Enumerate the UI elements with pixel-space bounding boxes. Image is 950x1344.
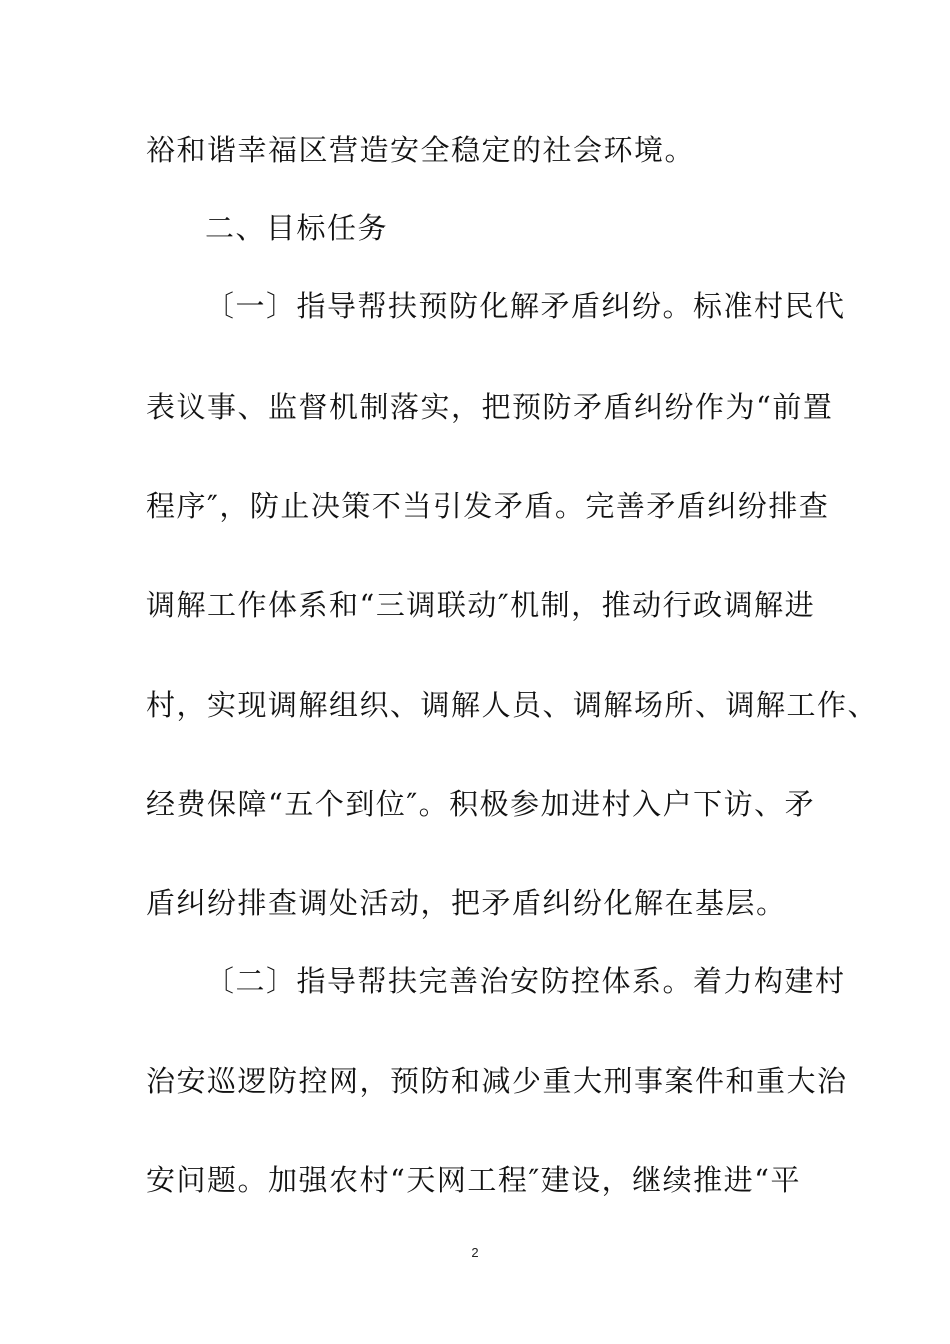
body-line-7: 村，实现调解组织、调解人员、调解场所、调解工作、 <box>146 688 879 722</box>
body-line-1: 裕和谐幸福区营造安全稳定的社会环境。 <box>146 133 696 167</box>
body-line-6: 调解工作体系和“三调联动″机制，推动行政调解进 <box>146 588 816 622</box>
body-line-12: 安问题。加强农村“天网工程″建设，继续推进“平 <box>146 1163 801 1197</box>
page-number: 2 <box>471 1245 479 1260</box>
body-line-5: 程序″，防止决策不当引发矛盾。完善矛盾纠纷排查 <box>146 489 830 523</box>
section-heading: 二、目标任务 <box>205 211 389 245</box>
body-line-3: 〔一〕指导帮扶预防化解矛盾纠纷。标准村民代 <box>205 289 846 323</box>
body-line-9: 盾纠纷排查调处活动，把矛盾纠纷化解在基层。 <box>146 886 787 920</box>
body-line-11: 治安巡逻防控网，预防和减少重大刑事案件和重大治 <box>146 1064 848 1098</box>
body-line-10: 〔二〕指导帮扶完善治安防控体系。着力构建村 <box>205 964 846 998</box>
body-line-4: 表议事、监督机制落实，把预防矛盾纠纷作为“前置 <box>146 390 834 424</box>
body-line-8: 经费保障“五个到位″。积极参加进村入户下访、矛 <box>146 787 816 821</box>
